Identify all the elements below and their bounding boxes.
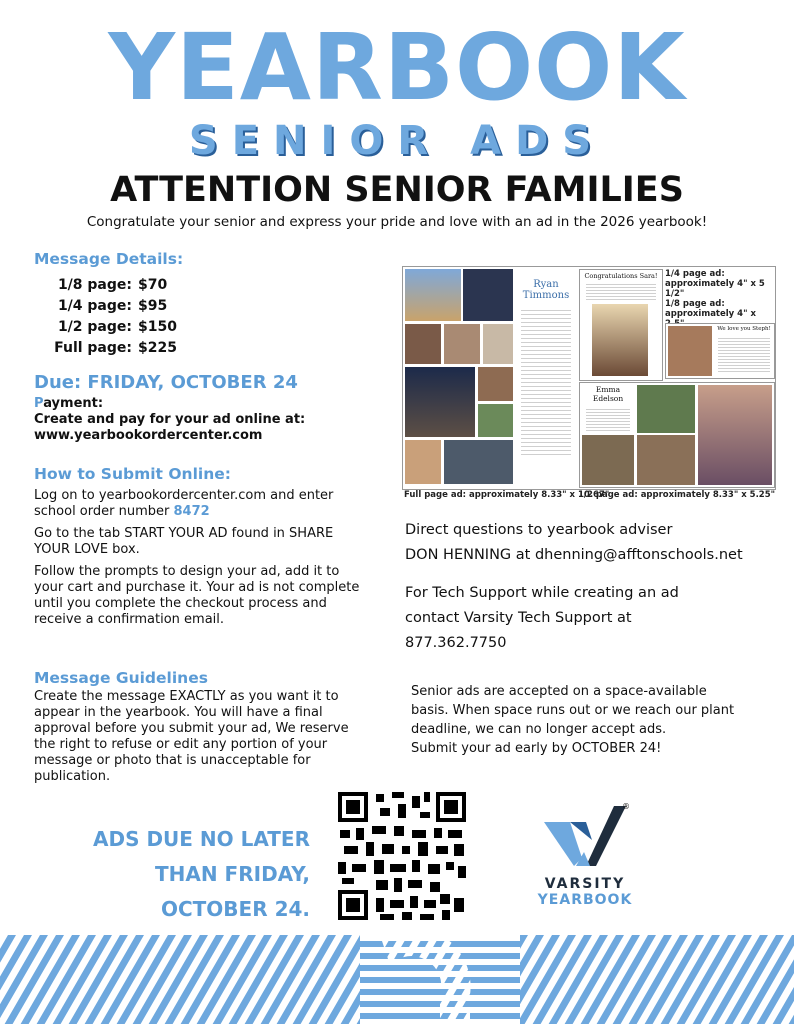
sample-name: Ryan [533, 279, 559, 290]
photo [698, 385, 772, 485]
payment-instruction: Create and pay for your ad online at: [34, 412, 306, 427]
price-size: 1/2 page: [57, 319, 132, 335]
guidelines-section [34, 670, 364, 785]
photo [463, 269, 513, 321]
price-row [52, 275, 177, 296]
photo [637, 435, 695, 485]
space-available-notice: Senior ads are accepted on a space-available basis. When space runs out or we reach our plant deadline, we can no longer accept ads. Submit your ad early by OCTOBER 24! [411, 684, 735, 756]
stripe-pattern [0, 935, 794, 1024]
registered-mark: ® [622, 802, 630, 811]
tech-support-contact: For Tech Support while creating an ad contact Varsity Tech Support at 877.362.7750 [405, 581, 785, 656]
half-name: Emma Edelson [592, 385, 624, 403]
price-row [52, 317, 177, 338]
text-lines [718, 336, 770, 372]
message-details-section [34, 250, 183, 268]
qr-code[interactable] [336, 790, 468, 922]
photo [444, 440, 513, 484]
photo [582, 435, 634, 485]
price-value: $70 [138, 277, 168, 293]
photo [592, 304, 648, 376]
ads-due-callout: ADS DUE NO LATER THAN FRIDAY, OCTOBER 24. [93, 827, 310, 921]
text-lines [586, 282, 656, 300]
order-site-link[interactable]: www.yearbookordercenter.com [34, 428, 263, 443]
eighth-size-caption: 1/8 page ad: approximately 4" x [665, 299, 756, 319]
step-1: Log on to yearbookordercenter.com and enter school order number 8472 [34, 488, 334, 519]
step-3: Follow the prompts to design your ad, add it to your cart and purchase it. Your ad is not complete until you complete the checkout process and receive a confirmation email. [34, 564, 360, 627]
price-value: $150 [138, 319, 177, 335]
varsity-yearbook-logo [530, 800, 640, 910]
sample-name: Timmons [522, 290, 570, 301]
photo [405, 440, 441, 484]
quarter-size-caption: 1/4 page ad: approximately 4" x 5 1/2" [665, 269, 765, 299]
price-value: $95 [138, 298, 168, 314]
order-number: 8472 [173, 504, 210, 519]
photo [444, 324, 480, 364]
guidelines-text: Create the message EXACTLY as you want it to appear in the yearbook. You will have a final approval before you submit your ad, We reserve the right to refuse or edit any portion of your message or photo that is unacceptable for publication. [34, 689, 349, 784]
photo [405, 367, 475, 437]
price-row [52, 338, 177, 359]
logo-line-1: VARSITY [544, 876, 626, 892]
how-to-section [34, 466, 364, 628]
decorative-stripe-band [0, 935, 794, 1024]
attention-heading: ATTENTION SENIOR FAMILIES [110, 170, 684, 210]
photo [405, 324, 441, 364]
price-list [52, 275, 177, 359]
tech-phone[interactable]: 877.362.7750 [405, 635, 507, 651]
photo [478, 404, 513, 437]
page-subtitle: SENIOR ADS [188, 118, 606, 164]
photo [668, 326, 712, 376]
message-details-heading: Message Details: [34, 250, 184, 268]
adviser-email[interactable]: DON HENNING at dhenning@afftonschools.net [405, 547, 743, 563]
text-lines [586, 407, 630, 431]
price-row [52, 296, 177, 317]
photo [637, 385, 695, 433]
photo [478, 367, 513, 401]
quarter-page-sample [579, 269, 663, 381]
how-to-heading: How to Submit Online: [34, 465, 231, 483]
price-size: Full page: [54, 340, 132, 356]
due-date: Due: FRIDAY, OCTOBER 24 [34, 372, 298, 393]
text-lines [521, 307, 571, 457]
eighth-page-sample [665, 323, 775, 379]
page-title: YEARBOOK [108, 14, 686, 121]
price-value: $225 [138, 340, 177, 356]
payment-block [34, 396, 374, 444]
step-2: Go to the tab START YOUR AD found in SHARE YOUR LOVE box. [34, 526, 334, 557]
half-page-sample [579, 382, 775, 488]
half-page-caption: 1/2 page ad: approximately 8.33" x 5.25" [578, 490, 776, 500]
price-size: 1/8 page: [57, 277, 132, 293]
photo [483, 324, 513, 364]
payment-label: Payment: [34, 396, 104, 411]
quarter-title: Congratulations Sara! [584, 272, 658, 280]
full-page-caption: Full page ad: approximately 8.33" x 10.67" [404, 490, 610, 500]
full-page-text-panel [516, 269, 576, 484]
price-size: 1/4 page: [57, 298, 132, 314]
congrats-text: Congratulate your senior and express your pride and love with an ad in the 2026 yearbook! [86, 214, 708, 230]
photo [405, 269, 461, 321]
sample-ads-graphic [402, 266, 776, 490]
eighth-text: We love you Steph! [717, 326, 771, 332]
guidelines-heading: Message Guidelines [34, 669, 208, 687]
adviser-contact: Direct questions to yearbook adviser DON HENNING at dhenning@afftonschools.net [405, 518, 785, 568]
logo-line-2: YEARBOOK [537, 892, 633, 908]
